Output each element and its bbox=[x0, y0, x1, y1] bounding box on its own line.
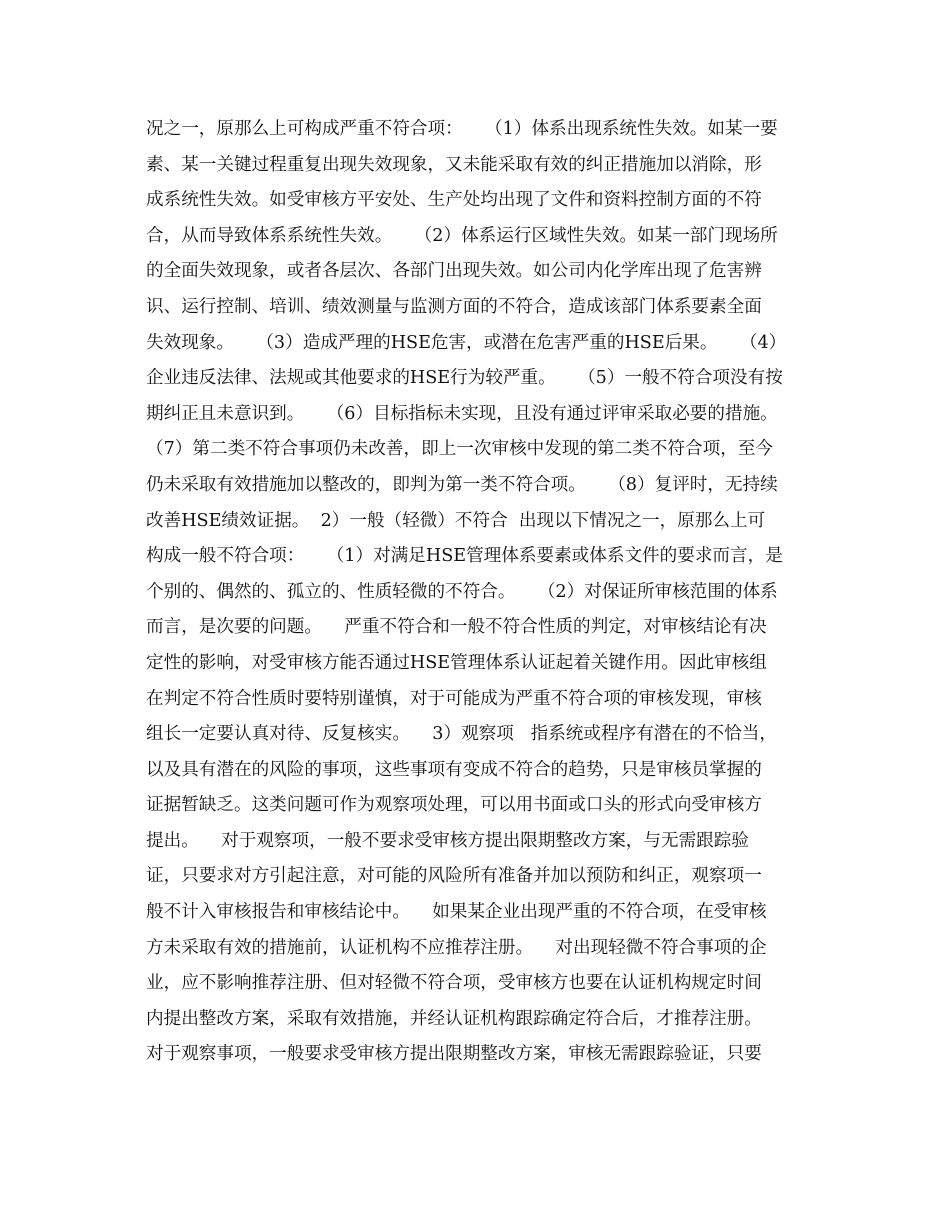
text-line-27: 对于观察事项，一般要求受审核方提出限期整改方案，审核无需跟踪验证，只要 bbox=[146, 1044, 762, 1065]
text-line-2: 素、某一关键过程重复出现失效现象，又未能采取有效的纠正措施加以消除，形 bbox=[146, 154, 762, 175]
text-line-13: 构成一般不符合项： （1）对满足HSE管理体系要素或体系文件的要求而言，是 bbox=[146, 546, 783, 567]
text-line-10: （7）第二类不符合事项仍未改善，即上一次审核中发现的第二类不符合项，至今 bbox=[146, 439, 773, 460]
text-line-4: 合，从而导致体系系统性失效。 （2）体系运行区域性失效。如某一部门现场所 bbox=[146, 225, 778, 246]
text-line-8: 企业违反法律、法规或其他要求的HSE行为较严重。 （5）一般不符合项没有按 bbox=[146, 368, 783, 389]
text-line-20: 证据暂缺乏。这类问题可作为观察项处理，可以用书面或口头的形式向受审核方 bbox=[146, 795, 762, 816]
text-line-5: 的全面失效现象，或者各层次、各部门出现失效。如公司内化学库出现了危害辨 bbox=[146, 261, 762, 282]
text-line-7: 失效现象。 （3）造成严理的HSE危害，或潜在危害严重的HSE后果。 （4） bbox=[146, 332, 787, 353]
body-text bbox=[146, 112, 810, 1073]
text-line-14: 个别的、偶然的、孤立的、性质轻微的不符合。 （2）对保证所审核范围的体系 bbox=[146, 581, 778, 602]
text-line-26: 内提出整改方案，采取有效措施，并经认证机构跟踪确定符合后，才推荐注册。 bbox=[146, 1008, 762, 1029]
text-line-12: 改善HSE绩效证据。 2）一般（轻微）不符合 出现以下情况之一，原那么上可 bbox=[146, 510, 766, 531]
text-line-9: 期纠正且未意识到。 （6）目标指标未实现，且没有通过评审采取必要的措施。 bbox=[146, 403, 778, 424]
text-line-21: 提出。 对于观察项，一般不要求受审核方提出限期整改方案，与无需跟踪验 bbox=[146, 830, 749, 851]
text-line-23: 般不计入审核报告和审核结论中。 如果某企业出现严重的不符合项，在受审核 bbox=[146, 902, 767, 923]
text-line-6: 识、运行控制、培训、绩效测量与监测方面的不符合，造成该部门体系要素全面 bbox=[146, 296, 762, 317]
text-line-18: 组长一定要认真对待、反复核实。 3）观察项 指系统或程序有潜在的不恰当， bbox=[146, 724, 777, 745]
text-line-11: 仍未采取有效措施加以整改的，即判为第一类不符合项。 （8）复评时，无持续 bbox=[146, 474, 778, 495]
text-line-22: 证，只要求对方引起注意，对可能的风险所有准备并加以预防和纠正，观察项一 bbox=[146, 866, 762, 887]
text-line-16: 定性的影响，对受审核方能否通过HSE管理体系认证起着关键作用。因此审核组 bbox=[146, 652, 767, 673]
text-line-19: 以及具有潜在的风险的事项，这些事项有变成不符合的趋势，只是审核员掌握的 bbox=[146, 759, 762, 780]
text-line-24: 方未采取有效的措施前，认证机构不应推荐注册。 对出现轻微不符合事项的企 bbox=[146, 937, 767, 958]
text-line-1: 况之一，原那么上可构成严重不符合项： （1）体系出现系统性失效。如某一要 bbox=[146, 119, 778, 139]
text-line-17: 在判定不符合性质时要特别谨慎，对于可能成为严重不符合项的审核发现，审核 bbox=[146, 688, 762, 709]
text-line-25: 业，应不影响推荐注册、但对轻微不符合项，受审核方也要在认证机构规定时间 bbox=[146, 973, 762, 994]
text-line-15: 而言，是次要的问题。 严重不符合和一般不符合性质的判定，对审核结论有决 bbox=[146, 617, 767, 638]
text-line-3: 成系统性失效。如受审核方平安处、生产处均出现了文件和资料控制方面的不符 bbox=[146, 190, 762, 211]
